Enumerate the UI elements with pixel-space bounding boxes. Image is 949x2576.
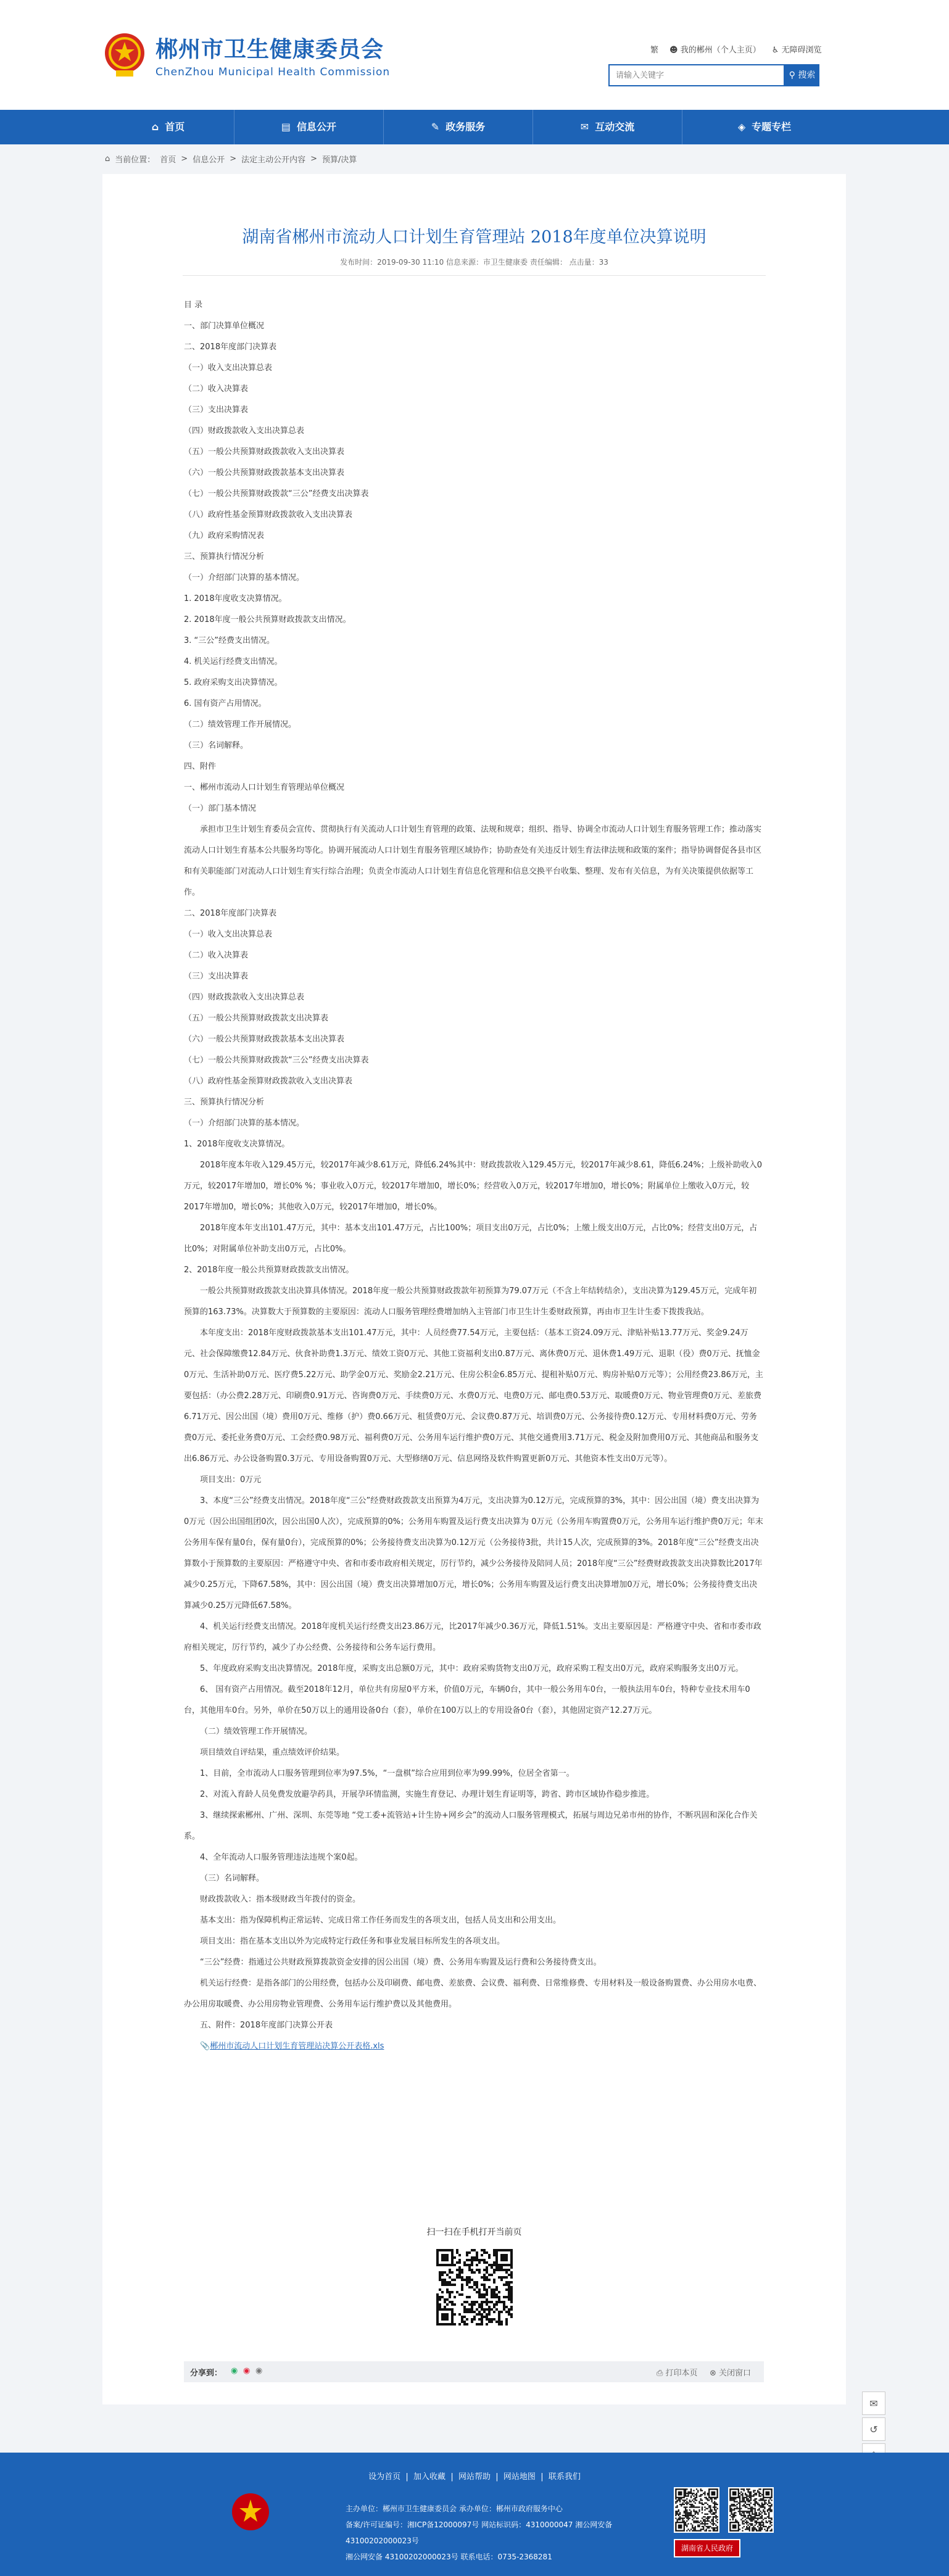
site-logo[interactable]	[102, 31, 390, 79]
site-subtitle: ChenZhou Municipal Health Commission	[155, 65, 391, 78]
personal-home-label: 我的郴州（个人主页）	[680, 46, 761, 55]
article-body	[184, 295, 764, 2057]
footer-line-1: 主办单位：郴州市卫生健康委员会 承办单位：郴州市政府服务中心	[346, 2504, 563, 2513]
article-paragraph: 目 录	[184, 300, 203, 310]
accessibility-link[interactable]	[772, 43, 822, 55]
article-paragraph: 2018年度本年收入129.45万元，较2017年减少8.61万元，降低6.24%其中：财政拨款收入129.45万元，较2017年减少8.61，降低6.24%；上级补助收入0万元，较2017年增加0，增长0% %；事业收入0万元，较2017年增加0，增长0%；经营收入0万元，较2017年增加0，增长0%；附属单位上缴收入0万元，较2017年增加0，增长0%；其他收入0万元，较2017年增加0，增长0%。	[184, 1161, 762, 1212]
close-label: 关闭窗口	[719, 2369, 752, 2378]
article-paragraph: 四、附件	[184, 762, 217, 771]
article-paragraph: 3. “三公”经费支出情况。	[184, 636, 275, 645]
footer-qr-code-1	[674, 2487, 719, 2533]
national-emblem-icon	[102, 31, 147, 79]
accessibility-icon: ♿	[771, 46, 779, 55]
info-icon: ▤	[281, 121, 291, 133]
nav-home[interactable]	[102, 110, 234, 144]
divider	[183, 275, 766, 276]
article-paragraph: （五）一般公共预算财政拨款收入支出决算表	[184, 447, 345, 457]
qr-code	[434, 2247, 515, 2328]
article-paragraph: 2. 2018年度一般公共预算财政拨款支出情况。	[184, 615, 351, 624]
article-paragraph: （八）政府性基金预算财政拨款收入支出决算表	[184, 1077, 353, 1086]
article-paragraph: 一般公共预算财政拨款支出决算具体情况。2018年度一般公共预算财政拨款年初预算为79.07万元（不含上年结转结余），支出决算为129.45万元，完成年初预算的163.73%。决算数大于预算数的主要原因：流动人口服务管理经费增加纳入主管部门市卫生计生委财政预算，再由市卫生计生委下拨拨我站。	[184, 1286, 757, 1317]
footer-link-homepage[interactable]: 设为首页	[368, 2472, 401, 2482]
footer-line-2: 备案/许可证编号：湘ICP备12000097号 网站标识码：4310000047 湘公网安备 43100202000023号	[346, 2520, 613, 2545]
attachment-row	[184, 2036, 764, 2057]
site-title: 郴州市卫生健康委员会	[155, 36, 384, 62]
personal-home-link[interactable]	[669, 43, 761, 55]
search-icon: ⚲	[789, 70, 795, 80]
article-paragraph: 1、2018年度收支决算情况。	[184, 1140, 290, 1149]
article-paragraph: 机关运行经费：是指各部门的公用经费，包括办公及印刷费、邮电费、差旅费、会议费、福利费、日常维修费、专用材料及一般设备购置费、办公用房水电费、办公用房取暖费、办公用房物业管理费、公务用车运行维护费以及其他费用。	[184, 1979, 762, 2009]
breadcrumb-item-category[interactable]: 法定主动公开内容	[241, 155, 306, 165]
share-icon: ↺	[869, 2423, 878, 2435]
article-paragraph: 1. 2018年度收支决算情况。	[184, 594, 287, 603]
search-button-label: 搜索	[798, 70, 816, 80]
article-paragraph: （九）政府采购情况表	[184, 531, 265, 540]
article-paragraph: 2、2018年度一般公共预算财政拨款支出情况。	[184, 1265, 354, 1275]
article-paragraph: （一）部门基本情况	[184, 804, 257, 813]
footer-link-contact[interactable]: 联系我们	[548, 2472, 581, 2482]
article-paragraph: （二）收入决算表	[184, 384, 249, 394]
article-paragraph: （八）政府性基金预算财政拨款收入支出决算表	[184, 510, 353, 520]
topic-icon: ◈	[737, 121, 746, 133]
gov-badge[interactable]: 湖南省人民政府	[674, 2539, 740, 2557]
print-button[interactable]	[657, 2366, 698, 2378]
article-paragraph: 4、全年流动人口服务管理违法违规个案0起。	[200, 1853, 363, 1862]
footer-info	[346, 2501, 642, 2565]
close-window-button[interactable]	[710, 2366, 751, 2378]
footer-link-help[interactable]: 网站帮助	[458, 2472, 491, 2482]
article-paragraph: 6. 国有资产占用情况。	[184, 699, 267, 708]
article-paragraph: 2、对流入育龄人员免费发放避孕药具，开展孕环情监测，实施生育登记、办理计划生育证明等，跨省、跨市区域协作稳步推进。	[200, 1790, 655, 1799]
nav-interaction[interactable]	[533, 110, 682, 144]
article-paragraph: 项目支出：0万元	[200, 1475, 262, 1485]
search-button[interactable]	[785, 64, 819, 86]
qzone-share-icon[interactable]: ◉	[255, 2366, 263, 2375]
footer-links: 设为首页 | 加入收藏 | 网站帮助 | 网站地图 | 联系我们	[368, 2472, 581, 2482]
article-title: 湖南省郴州市流动人口计划生育管理站 2018年度单位决算说明	[242, 228, 707, 247]
article-paragraph: （一）介绍部门决算的基本情况。	[184, 573, 305, 582]
qr-section	[102, 2226, 846, 2330]
wechat-share-icon[interactable]: ◉	[231, 2366, 238, 2375]
share-float-button[interactable]	[862, 2417, 885, 2441]
page-header	[0, 0, 949, 110]
article-paragraph: （四）财政拨款收入支出决算总表	[184, 426, 305, 436]
traditional-chinese-link[interactable]: 繁	[650, 46, 659, 55]
breadcrumb-item-home[interactable]: 首页	[160, 155, 176, 165]
article-paragraph: 承担市卫生计划生育委员会宣传、贯彻执行有关流动人口计划生育管理的政策、法规和规章；组织、指导、协调全市流动人口计划生育服务管理工作；推动落实流动人口计划生育基本公共服务均等化。协调开展流动人口计划生育服务管理区域协作；协助查处有关违反计划生育法律法规和政策的案件；指导协调督促各县市区和有关职能部门对流动人口计划生育实行综合治理；负责全市流动人口计划生育信息化管理和信息交换平台收集、整理、发布有关信息，为有关决策提供依据等工作。	[184, 825, 762, 897]
footer-qr-code-2	[728, 2487, 774, 2533]
breadcrumb: ⌂ 当前位置： 首页 > 信息公开 > 法定主动公开内容 > 预算/决算	[105, 154, 357, 165]
article-paragraph: （四）财政拨款收入支出决算总表	[184, 993, 305, 1002]
article-paragraph: （二）收入决算表	[184, 951, 249, 960]
article-paragraph: 4. 机关运行经费支出情况。	[184, 657, 283, 666]
search-input[interactable]	[608, 64, 785, 86]
nav-topics[interactable]	[682, 110, 847, 144]
nav-info-label: 信息公开	[297, 121, 337, 133]
location-icon: ⌂	[105, 154, 110, 164]
article-paragraph: 基本支出：指为保障机构正常运转、完成日常工作任务而发生的各项支出，包括人员支出和公用支出。	[200, 1916, 562, 1925]
article-paragraph: 4、机关运行经费支出情况。2018年度机关运行经费支出23.86万元，比2017年减少0.36万元，降低1.51%。支出主要原因是：严格遵守中央、省和市委市政府相关规定，厉行节约，减少了办公经费、公务接待和公务车运行费用。	[184, 1622, 761, 1652]
footer-line-3: 湘公网安备 43100202000023号 联系电话：0735-2368281	[346, 2553, 552, 2561]
party-emblem-icon[interactable]	[231, 2492, 270, 2537]
article-paragraph: 三、预算执行情况分析	[184, 552, 265, 561]
wechat-icon: ✉	[869, 2397, 878, 2409]
breadcrumb-item-current[interactable]: 预算/决算	[322, 155, 357, 165]
article-paragraph: 二、2018年度部门决算表	[184, 909, 277, 918]
share-bar	[184, 2361, 764, 2382]
article-paragraph: 2018年度本年支出101.47万元，其中：基本支出101.47万元，占比100%；项目支出0万元，占比0%；上缴上级支出0万元，占比0%；经营支出0万元，占比0%；对附属单位补助支出0万元，占比0%。	[184, 1224, 758, 1254]
print-icon: ⎙	[657, 2369, 663, 2378]
article-paragraph: 财政拨款收入：指本级财政当年拨付的资金。	[200, 1895, 361, 1904]
article-paragraph: 6、 国有资产占用情况。截至2018年12月，单位共有房屋0平方米，价值0万元，车辆0台，其中一般公务用车0台，一般执法用车0台，特种专业技术用车0台，其他用车0台。另外，单价在50万以上的通用设备0台（套），单价在100万以上的专用设备0台（套），其他固定资产12.27万元。	[184, 1685, 750, 1715]
article-paragraph: 1、目前，全市流动人口服务管理到位率为97.5%，“一盘棋”综合应用到位率为99.99%，位居全省第一。	[200, 1769, 574, 1778]
article-paragraph: （一）介绍部门决算的基本情况。	[184, 1119, 305, 1128]
article-paragraph: （六）一般公共预算财政拨款基本支出决算表	[184, 468, 345, 478]
article-paragraph: 3、本度“三公”经费支出情况。2018年度“三公”经费财政拨款支出预算为4万元，支出决算为0.12万元，完成预算的3%，其中：因公出国（境）费支出决算为0万元（因公出国组团0次，因公出国0人次），完成预算的0%；公务用车购置及运行费支出决算为 0万元（公务用车购置费0万元，公务用车运行维护费0万元；年末公务用车保有量0台，保有量0台），完成预算的0%；公务接待费支出决算为0.12万元（公务接待3批，共计15人次，完成预算的3%。2018年度“三公”经费支出决算数小于预算数的主要原因：严格遵守中央、省和市委市政府相关规定，厉行节约，减少公务接待及陪同人员；2018年度“三公”经费财政拨款支出决算数比2017年减少0.25万元，下降67.58%，其中：因公出国（境）费支出决算增加0万元，增长0%；公务用车购置及运行费支出决算增加0万元，增长0%；公务接待费支出决算减少0.25万元降低67.58%。	[184, 1496, 763, 1610]
nav-service-label: 政务服务	[445, 121, 486, 133]
close-icon: ⊗	[710, 2369, 716, 2378]
article-paragraph: （五）一般公共预算财政拨款支出决算表	[184, 1014, 329, 1023]
article-paragraph: 项目绩效自评结果，重点绩效评价结果。	[200, 1748, 345, 1757]
article-paragraph: （三）名词解释。	[200, 1874, 265, 1883]
breadcrumb-item-info[interactable]: 信息公开	[193, 155, 225, 165]
top-links	[650, 43, 822, 55]
article-paragraph: （二）绩效管理工作开展情况。	[200, 1727, 313, 1736]
article-paragraph: 一、部门决算单位概况	[184, 321, 265, 331]
article-paragraph: （三）支出决算表	[184, 405, 249, 415]
accessibility-label: 无障碍浏览	[781, 46, 822, 55]
article-paragraph: 5. 政府采购支出决算情况。	[184, 678, 283, 687]
nav-gov-service[interactable]	[384, 110, 533, 144]
attachment-link[interactable]: 郴州市流动人口计划生育管理站决算公开表格.xls	[210, 2042, 384, 2051]
breadcrumb-prefix: 当前位置：	[115, 155, 155, 165]
article-paragraph: （二）绩效管理工作开展情况。	[184, 720, 297, 729]
nav-info-public[interactable]	[234, 110, 384, 144]
article-paragraph: 一、郴州市流动人口计划生育管理站单位概况	[184, 783, 345, 792]
main-nav	[0, 110, 949, 144]
footer-link-sitemap[interactable]: 网站地图	[503, 2472, 536, 2482]
qr-label: 扫一扫在手机打开当前页	[426, 2227, 522, 2237]
article-paragraph: “三公”经费：指通过公共财政预算拨款资金安排的因公出国（境）费、公务用车购置及运行费和公务接待费支出。	[200, 1958, 602, 1967]
share-label: 分享到：	[190, 2369, 223, 2378]
article-paragraph: （六）一般公共预算财政拨款基本支出决算表	[184, 1035, 345, 1044]
service-icon: ✎	[431, 121, 440, 133]
article-paragraph: 三、预算执行情况分析	[184, 1098, 265, 1107]
nav-topics-label: 专题专栏	[752, 121, 792, 133]
article-panel	[102, 174, 846, 2404]
article-paragraph: （一）收入支出决算总表	[184, 363, 273, 373]
user-icon: ☻	[669, 46, 678, 55]
article-paragraph: 3、继续探索郴州、广州、深圳、东莞等地 “党工委+流管站+计生协+网乡会”的流动人口服务管理模式，拓展与周边兄弟市州的协作，不断巩固和深化合作关系。	[184, 1811, 758, 1841]
nav-interaction-label: 互动交流	[595, 121, 635, 133]
article-paragraph: 5、年度政府采购支出决算情况。2018年度，采购支出总额0万元，其中：政府采购货物支出0万元，政府采购工程支出0万元，政府采购服务支出0万元。	[200, 1664, 744, 1673]
chat-icon: ✉	[580, 121, 589, 133]
article-paragraph: 五、附件：2018年度部门决算公开表	[200, 2021, 333, 2030]
wechat-float-button[interactable]	[862, 2392, 885, 2415]
article-paragraph: （一）收入支出决算总表	[184, 930, 273, 939]
print-label: 打印本页	[665, 2369, 698, 2378]
footer	[0, 2453, 949, 2576]
attachment-icon: 📎	[200, 2042, 210, 2051]
weibo-share-icon[interactable]: ◉	[243, 2366, 251, 2375]
article-paragraph: 本年度支出：2018年度财政拨款基本支出101.47万元，其中：人员经费77.54万元，主要包括：（基本工资24.09万元、津贴补贴13.77万元、奖金9.24万元、社会保障缴费12.84万元、伙食补助费1.3万元、绩效工资0万元、其他工资福利支出0.87万元、离休费0万元、退休费1.49万元、退职（役）费0万元、抚恤金0万元、生活补助0万元、医疗费5.22万元、助学金0万元、奖励金2.21万元、住房公积金6.85万元、提租补贴0万元、购房补贴0万元等）；公用经费23.86万元，主要包括：（办公费2.28万元、印刷费0.91万元、咨询费0万元、手续费0万元、水费0万元、电费0万元、邮电费0.53万元、取暖费0万元、物业管理费0万元、差旅费6.71万元、因公出国（境）费用0万元、维修（护）费0.66万元、租赁费0万元、会议费0.87万元、培训费0万元、公务接待费0.12万元、专用材料费0万元、劳务费0万元、委托业务费0万元、工会经费0.98万元、福利费0万元、公务用车运行维护费0万元、其他交通费用3.71万元、税金及附加费用0万元、其他商品和服务支出6.86万元、办公设备购置0.3万元、专用设备购置0万元、大型修缮0万元、信息网络及软件购置更新0万元、其他资本性支出0万元等）。	[184, 1328, 763, 1464]
article-paragraph: （三）支出决算表	[184, 972, 249, 981]
article-paragraph: （七）一般公共预算财政拨款“三公”经费支出决算表	[184, 1056, 369, 1065]
article-meta: 发布时间：2019-09-30 11:10 信息来源：市卫生健康委 责任编辑： 点击量：33	[340, 258, 608, 267]
home-icon: ⌂	[151, 121, 159, 133]
article-paragraph: 项目支出：指在基本支出以外为完成特定行政任务和事业发展目标所发生的各项支出。	[200, 1937, 505, 1946]
article-paragraph: （七）一般公共预算财政拨款“三公”经费支出决算表	[184, 489, 369, 499]
nav-home-label: 首页	[165, 121, 185, 133]
footer-link-favorite[interactable]: 加入收藏	[413, 2472, 446, 2482]
article-paragraph: （三）名词解释。	[184, 741, 249, 750]
article-paragraph: 二、2018年度部门决算表	[184, 342, 277, 352]
